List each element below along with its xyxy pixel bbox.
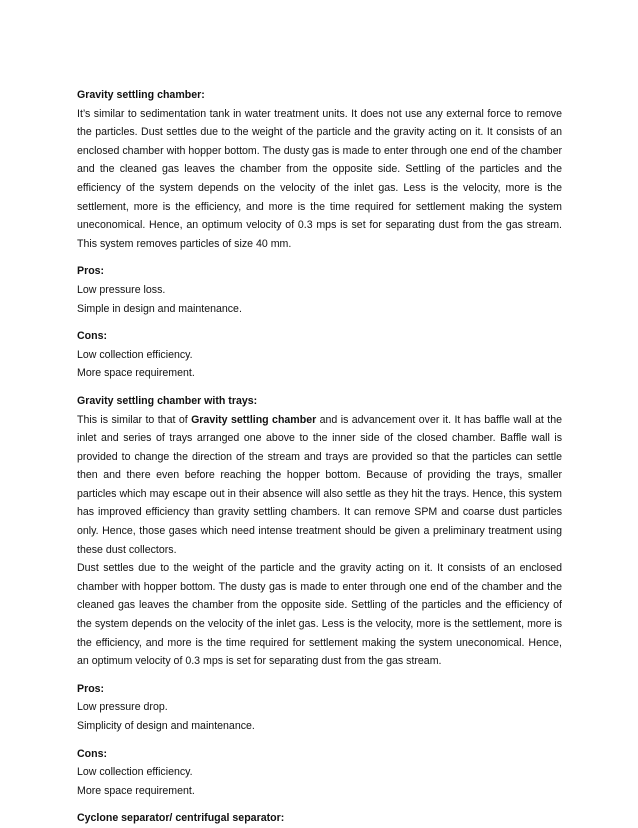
section-heading-cyclone-separator: Cyclone separator/ centrifugal separator: <box>77 812 285 825</box>
paragraph-trays-intro <box>77 411 562 560</box>
inline-bold-term: Gravity settling chamber <box>191 413 317 426</box>
pros-heading-trays: Pros: <box>77 682 105 695</box>
paragraph-text: This is similar to that of <box>77 413 192 426</box>
pros-item: Low pressure loss. <box>77 283 166 296</box>
pros-heading-gravity: Pros: <box>77 265 105 278</box>
pros-item: Low pressure drop. <box>77 701 168 714</box>
cons-item: Low collection efficiency. <box>77 348 193 361</box>
paragraph-trays-settling: Dust settles due to the weight of the particle and the gravity acting on it. It consists of an enclosed chamber with hopper bottom. The dusty gas is made to enter through one end of the chamber and the cleaned gas leaves the chamber from the opposite side. Settling of the particles and the efficiency of the system depends on the velocity of the inlet gas. Less is the velocity, more is the settlement, more is the efficiency, and more is the time required for settlement making the system uneconomical. Hence, an optimum velocity of 0.3 mps is set for separating dust from the gas stream. <box>77 562 562 668</box>
cons-item: More space requirement. <box>77 784 195 797</box>
document-page <box>77 86 562 828</box>
paragraph-gravity-settling-chamber: It’s similar to sedimentation tank in water treatment units. It does not use any external force to remove the particles. Dust settles due to the weight of the particle and the gravity acting on it. It consists of an enclosed chamber with hopper bottom. The dusty gas is made to enter through one end of the chamber and the cleaned gas leaves the chamber from the opposite side. Settling of the particles and the efficiency of the system depends on the velocity of the inlet gas. Less is the velocity, more is the settlement, more is the efficiency, and more is the time required for settlement making the system uneconomical. Hence, an optimum velocity of 0.3 mps is set for separating dust from the gas stream. This system removes particles of size 40 mm. <box>77 107 562 250</box>
cons-heading-gravity: Cons: <box>77 330 108 343</box>
paragraph-text: and is advancement over it. It has baffle wall at the inlet and series of trays arranged one above to the inner side of the closed chamber. Baffle wall is provided to change the direction of the stream and trays are provided so that the particles can settle then and there even before reaching the hopper bottom. Because of providing the trays, smaller particles which may escape out in their absence will also settle as they hit the trays. Hence, this system has improved efficiency than gravity settling chambers. It can remove SPM and coarse dust particles only. Hence, those gases which need intense treatment should be given a preliminary treatment using these dust collectors. <box>77 413 562 556</box>
section-heading-gravity-settling-chamber-with-trays: Gravity settling chamber with trays: <box>77 394 258 407</box>
pros-item: Simplicity of design and maintenance. <box>77 720 255 732</box>
cons-item: More space requirement. <box>77 367 195 380</box>
section-heading-gravity-settling-chamber: Gravity settling chamber: <box>77 89 205 101</box>
cons-heading-trays: Cons: <box>77 747 108 760</box>
pros-item: Simple in design and maintenance. <box>77 302 242 315</box>
cons-item: Low collection efficiency. <box>77 766 193 779</box>
